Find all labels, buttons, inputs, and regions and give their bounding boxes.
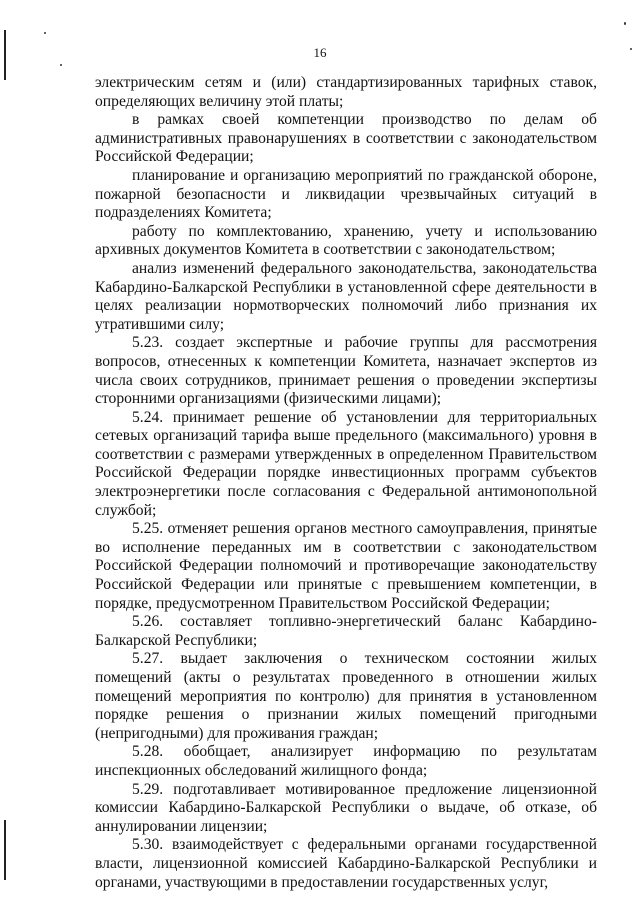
scan-edge-mark bbox=[4, 30, 6, 80]
page-number: 16 bbox=[313, 45, 327, 60]
paragraph: 5.26. составляет топливно-энергетический баланс Кабардино-Балкарской Республики; bbox=[95, 613, 597, 649]
paragraph: 5.25. отменяет решения органов местного самоуправления, принятые во исполнение переданных им в соответствии с законодательством Российской Федерации полномочий и противоречащие законодательству Российской Федерации или принятые с превышением компетенции, в порядке, предусмотренном Правительством Российской Федерации; bbox=[95, 520, 597, 612]
paragraph: 5.23. создает экспертные и рабочие группы для рассмотрения вопросов, отнесенных к компетенции Комитета, назначает экспертов из числа своих сотрудников, принимает решения о проведении экспертизы сторонними организациями (физическими лицами); bbox=[95, 334, 597, 408]
paragraph: 5.29. подготавливает мотивированное предложение лицензионной комиссии Кабардино-Балкарской Республики о выдаче, об отказе, об аннулировании лицензии; bbox=[95, 780, 597, 835]
scan-edge-mark bbox=[4, 820, 6, 880]
scan-speck bbox=[630, 48, 632, 50]
scan-speck bbox=[60, 64, 62, 66]
scan-speck bbox=[44, 32, 46, 34]
scan-speck bbox=[624, 22, 626, 25]
paragraph: 5.28. обобщает, анализирует информацию по результатам инспекционных обследований жилищного фонда; bbox=[95, 743, 597, 779]
paragraph: 5.27. выдает заключения о техническом состоянии жилых помещений (акты о результатах проведенного в отношении жилых помещений мероприятия по контролю) для принятия в установленном порядке решения о признании жилых помещений пригодными (непригодными) для проживания граждан; bbox=[95, 650, 597, 742]
paragraph: электрическим сетям и (или) стандартизированных тарифных ставок, определяющих величину этой платы; bbox=[95, 74, 597, 110]
document-body bbox=[95, 74, 597, 892]
paragraph: планирование и организацию мероприятий по гражданской обороне, пожарной безопасности и ликвидации чрезвычайных ситуаций в подразделениях Комитета; bbox=[95, 166, 597, 222]
paragraph: работу по комплектованию, хранению, учету и использованию архивных документов Комитета в соответствии с законодательством; bbox=[95, 222, 597, 259]
paragraph: 5.24. принимает решение об установлении для территориальных сетевых организаций тарифа выше предельного (максимального) уровня в соответствии с размерами утвержденных в определенном Правительством Российской Федерации порядке инвестиционных программ субъектов электроэнергетики после согласования с Федеральной антимонопольной службой; bbox=[95, 408, 597, 519]
paragraph: анализ изменений федерального законодательства, законодательства Кабардино-Балкарской Республики в установленной сфере деятельности в целях реализации нормотворческих полномочий либо признания их утратившими силу; bbox=[95, 259, 597, 333]
paragraph: в рамках своей компетенции производство по делам об административных правонарушениях в соответствии с законодательством Российской Федерации; bbox=[95, 111, 597, 166]
paragraph: 5.30. взаимодействует с федеральными органами государственной власти, лицензионной комиссией Кабардино-Балкарской Республики и органами, участвующими в предоставлении государственных услуг, bbox=[95, 836, 597, 891]
